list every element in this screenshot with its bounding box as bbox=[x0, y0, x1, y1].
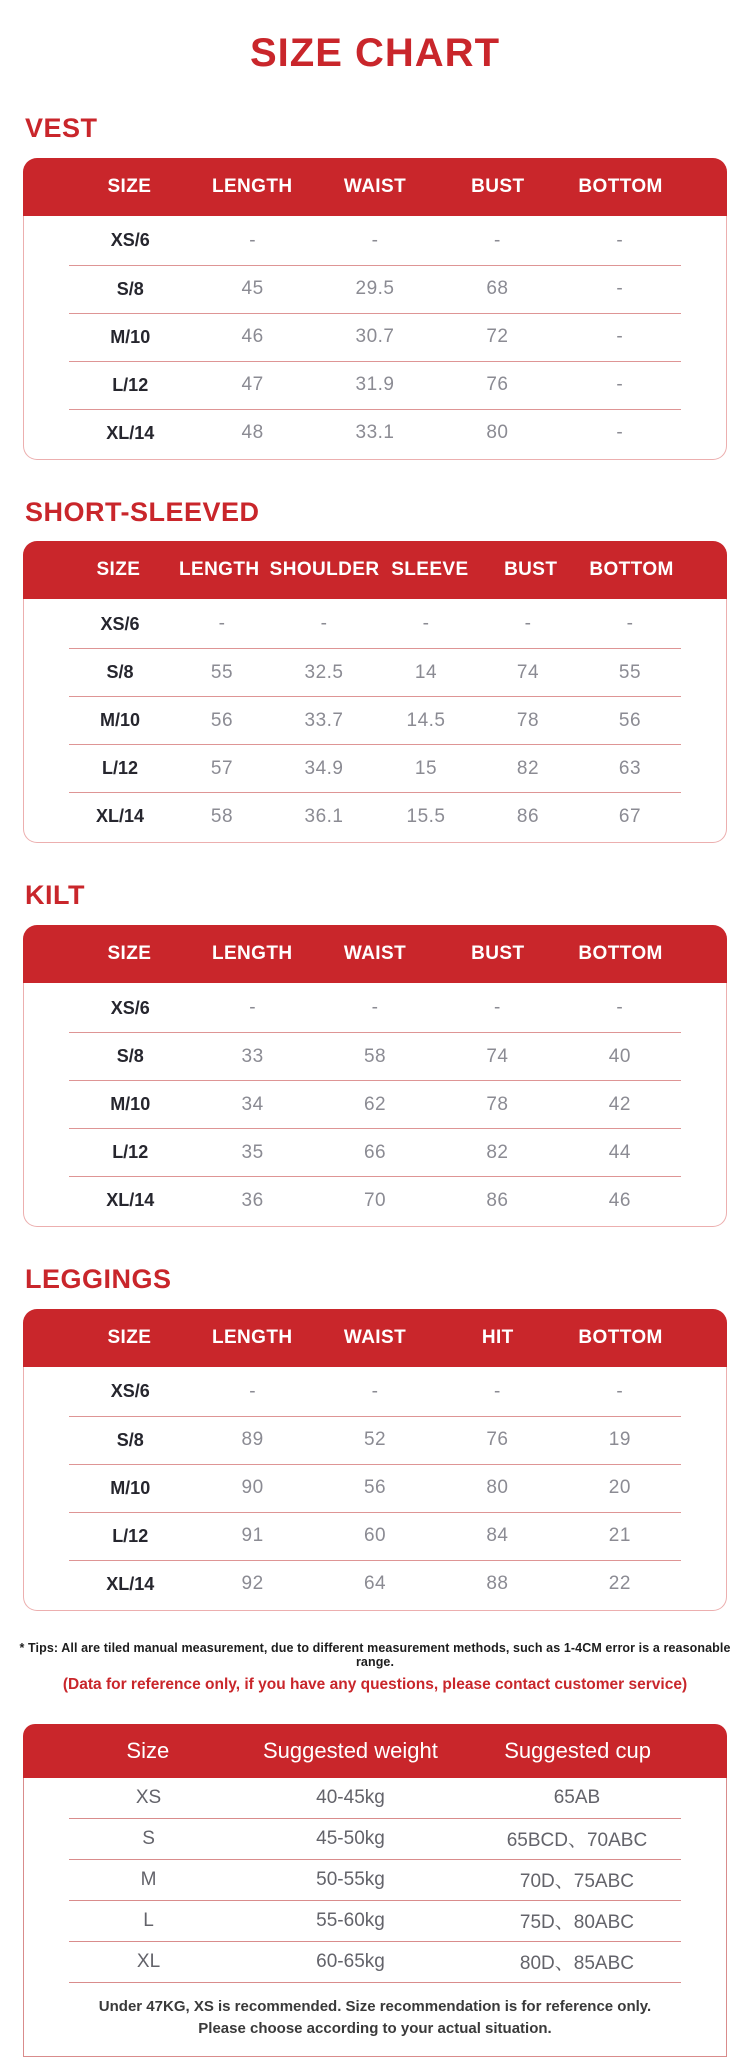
value-cell: - bbox=[524, 613, 532, 635]
value-cell: 72 bbox=[486, 326, 509, 348]
size-cell: L bbox=[143, 1909, 154, 1931]
column-header: SIZE bbox=[107, 1326, 152, 1348]
value-cell: - bbox=[616, 278, 624, 300]
value-cell: 58 bbox=[210, 805, 234, 827]
value-cell: 42 bbox=[608, 1093, 631, 1115]
size-cell: S/8 bbox=[116, 278, 144, 299]
value-cell: - bbox=[626, 613, 634, 635]
table-header-row bbox=[23, 925, 727, 983]
value-cell: 33 bbox=[241, 1045, 264, 1067]
size-cell: XL/14 bbox=[106, 1190, 155, 1211]
value-cell: 70 bbox=[363, 1189, 387, 1211]
value-cell: 34 bbox=[241, 1093, 264, 1115]
value-cell: 46 bbox=[241, 326, 264, 348]
value-cell: 33.1 bbox=[355, 422, 395, 444]
tips-block bbox=[0, 1641, 750, 1694]
cup-cell: 65BCD、70ABC bbox=[506, 1830, 648, 1852]
value-cell: 29.5 bbox=[355, 278, 395, 300]
value-cell: - bbox=[616, 422, 624, 444]
value-cell: 15 bbox=[414, 757, 438, 779]
table-row bbox=[69, 265, 681, 313]
table-row bbox=[69, 1080, 681, 1128]
column-header: BOTTOM bbox=[578, 943, 663, 965]
column-header: SIZE bbox=[107, 175, 152, 197]
page-title: SIZE CHART bbox=[250, 31, 500, 75]
size-cell: S/8 bbox=[106, 662, 134, 683]
column-header: SIZE bbox=[107, 943, 152, 965]
value-cell: 57 bbox=[210, 757, 234, 779]
value-cell: 64 bbox=[363, 1573, 387, 1595]
column-header: LENGTH bbox=[211, 943, 293, 965]
table-header-row bbox=[23, 158, 727, 216]
value-cell: 32.5 bbox=[304, 661, 344, 683]
value-cell: - bbox=[616, 326, 624, 348]
size-cell: XL/14 bbox=[95, 806, 145, 827]
size-table bbox=[23, 925, 727, 1227]
recommendation-note bbox=[24, 1983, 726, 2057]
table-body bbox=[23, 983, 727, 1227]
value-cell: - bbox=[249, 1380, 257, 1402]
value-cell: 55 bbox=[210, 661, 234, 683]
column-header: BUST bbox=[471, 175, 525, 197]
size-cell: M/10 bbox=[110, 1477, 151, 1498]
value-cell: 62 bbox=[363, 1093, 387, 1115]
value-cell: 90 bbox=[241, 1477, 264, 1499]
recommendation-note-line1: Under 47KG, XS is recommended. Size recommendation is for reference only. bbox=[98, 1997, 652, 2015]
size-table bbox=[23, 158, 727, 460]
recommendation-row bbox=[69, 1860, 681, 1901]
column-header: BOTTOM bbox=[589, 559, 674, 581]
recommendation-row bbox=[69, 1778, 681, 1819]
value-cell: 86 bbox=[486, 1189, 509, 1211]
size-cell: L/12 bbox=[112, 1142, 149, 1163]
value-cell: 76 bbox=[486, 374, 509, 396]
size-chart-section bbox=[0, 1265, 750, 1611]
table-row bbox=[69, 792, 681, 840]
size-cell: XS/6 bbox=[110, 230, 150, 251]
size-cell: M/10 bbox=[110, 1094, 151, 1115]
section-heading: SHORT-SLEEVED bbox=[25, 496, 260, 527]
table-row bbox=[69, 1416, 681, 1464]
size-cell: XS/6 bbox=[110, 997, 150, 1018]
value-cell: - bbox=[494, 229, 501, 251]
column-header: SIZE bbox=[96, 559, 141, 581]
value-cell: 91 bbox=[241, 1525, 264, 1547]
table-row bbox=[69, 1176, 681, 1224]
value-cell: 78 bbox=[516, 709, 540, 731]
value-cell: 52 bbox=[363, 1429, 387, 1451]
cup-cell: 75D、80ABC bbox=[519, 1912, 634, 1934]
table-row bbox=[69, 744, 681, 792]
value-cell: 68 bbox=[486, 278, 509, 300]
value-cell: 82 bbox=[486, 1141, 509, 1163]
recommendation-row bbox=[69, 1819, 681, 1860]
recommendation-rows bbox=[24, 1778, 726, 1983]
size-cell: S bbox=[142, 1827, 155, 1849]
value-cell: 48 bbox=[241, 422, 264, 444]
value-cell: 21 bbox=[608, 1525, 631, 1547]
section-heading: VEST bbox=[25, 113, 98, 143]
value-cell: - bbox=[494, 997, 501, 1019]
column-header: WAIST bbox=[343, 175, 407, 197]
value-cell: 78 bbox=[486, 1093, 509, 1115]
cup-cell: 80D、85ABC bbox=[519, 1953, 634, 1975]
table-header-row bbox=[23, 1309, 727, 1367]
value-cell: - bbox=[422, 613, 430, 635]
value-cell: 14.5 bbox=[406, 709, 446, 731]
value-cell: 15.5 bbox=[406, 805, 446, 827]
value-cell: 46 bbox=[608, 1189, 631, 1211]
recommendation-row bbox=[69, 1942, 681, 1983]
table-row bbox=[69, 1560, 681, 1608]
value-cell: - bbox=[371, 229, 379, 251]
table-body bbox=[23, 599, 727, 843]
size-cell: XL bbox=[136, 1950, 161, 1972]
size-cell: S/8 bbox=[116, 1429, 144, 1450]
value-cell: 76 bbox=[486, 1429, 509, 1451]
table-row bbox=[69, 1368, 681, 1416]
size-cell: XS/6 bbox=[100, 613, 140, 634]
value-cell: 19 bbox=[608, 1429, 631, 1451]
size-cell: XS bbox=[135, 1786, 162, 1808]
value-cell: 86 bbox=[516, 805, 540, 827]
value-cell: - bbox=[371, 997, 379, 1019]
value-cell: 22 bbox=[608, 1573, 631, 1595]
recommendation-body bbox=[23, 1778, 727, 2058]
size-cell: L/12 bbox=[112, 374, 149, 395]
value-cell: - bbox=[616, 374, 624, 396]
recommendation-header-row bbox=[23, 1724, 727, 1778]
table-row bbox=[69, 696, 681, 744]
table-body bbox=[23, 216, 727, 460]
table-row bbox=[69, 600, 681, 648]
value-cell: 36 bbox=[241, 1189, 264, 1211]
column-header-size: Size bbox=[126, 1737, 170, 1763]
column-header: SLEEVE bbox=[391, 559, 469, 581]
size-cell: M bbox=[140, 1868, 157, 1890]
size-cell: XS/6 bbox=[110, 1381, 150, 1402]
value-cell: 47 bbox=[241, 374, 264, 396]
size-cell: S/8 bbox=[116, 1046, 144, 1067]
value-cell: 40 bbox=[608, 1045, 631, 1067]
value-cell: - bbox=[616, 997, 624, 1019]
table-header-row bbox=[23, 541, 727, 599]
table-row bbox=[69, 409, 681, 457]
value-cell: 56 bbox=[363, 1477, 387, 1499]
value-cell: 67 bbox=[618, 805, 642, 827]
table-row bbox=[69, 361, 681, 409]
column-header: LENGTH bbox=[178, 559, 260, 581]
value-cell: 55 bbox=[618, 661, 642, 683]
value-cell: 92 bbox=[241, 1573, 264, 1595]
size-table bbox=[23, 541, 727, 843]
size-chart-section bbox=[0, 114, 750, 460]
column-header-suggested-cup: Suggested cup bbox=[504, 1737, 651, 1763]
weight-cell: 45-50kg bbox=[316, 1827, 385, 1849]
section-heading: KILT bbox=[25, 880, 85, 911]
value-cell: - bbox=[249, 997, 257, 1019]
value-cell: 63 bbox=[618, 757, 642, 779]
tips-measurement-note: * Tips: All are tiled manual measurement, due to different measurement methods, such as 1-4CM error is a reasonable range. bbox=[19, 1640, 731, 1669]
table-row bbox=[69, 1512, 681, 1560]
value-cell: - bbox=[218, 613, 226, 635]
value-cell: 84 bbox=[486, 1525, 509, 1547]
value-cell: 35 bbox=[241, 1141, 264, 1163]
value-cell: - bbox=[494, 1380, 501, 1402]
column-header: WAIST bbox=[343, 943, 407, 965]
column-header: BUST bbox=[471, 943, 525, 965]
section-heading: LEGGINGS bbox=[25, 1264, 172, 1295]
value-cell: - bbox=[616, 229, 624, 251]
value-cell: 31.9 bbox=[355, 374, 395, 396]
recommendation-table bbox=[23, 1724, 727, 2058]
table-row bbox=[69, 313, 681, 361]
column-header: BUST bbox=[504, 559, 558, 581]
value-cell: 20 bbox=[608, 1477, 631, 1499]
column-header: LENGTH bbox=[211, 1326, 293, 1348]
size-cell: XL/14 bbox=[106, 1573, 155, 1594]
size-chart-section bbox=[0, 881, 750, 1227]
column-header: BOTTOM bbox=[578, 175, 663, 197]
value-cell: - bbox=[249, 229, 257, 251]
value-cell: 45 bbox=[241, 278, 264, 300]
size-cell: L/12 bbox=[101, 758, 139, 779]
recommendation-note-line2: Please choose according to your actual situation. bbox=[198, 2019, 552, 2037]
value-cell: 80 bbox=[486, 1477, 509, 1499]
value-cell: 56 bbox=[618, 709, 642, 731]
size-cell: L/12 bbox=[112, 1525, 149, 1546]
column-header: SHOULDER bbox=[269, 559, 380, 581]
cup-cell: 65AB bbox=[553, 1786, 601, 1808]
value-cell: 89 bbox=[241, 1429, 264, 1451]
column-header: WAIST bbox=[343, 1326, 407, 1348]
value-cell: 66 bbox=[363, 1141, 387, 1163]
weight-cell: 40-45kg bbox=[316, 1786, 385, 1808]
value-cell: 56 bbox=[210, 709, 234, 731]
value-cell: 14 bbox=[414, 661, 438, 683]
value-cell: 34.9 bbox=[304, 757, 344, 779]
column-header: LENGTH bbox=[211, 175, 293, 197]
value-cell: 74 bbox=[516, 661, 540, 683]
recommendation-row bbox=[69, 1901, 681, 1942]
value-cell: - bbox=[371, 1380, 379, 1402]
value-cell: 82 bbox=[516, 757, 540, 779]
size-cell: M/10 bbox=[110, 326, 151, 347]
value-cell: 58 bbox=[363, 1045, 387, 1067]
value-cell: 30.7 bbox=[355, 326, 395, 348]
value-cell: - bbox=[616, 1380, 624, 1402]
value-cell: 88 bbox=[486, 1573, 509, 1595]
column-header-suggested-weight: Suggested weight bbox=[262, 1737, 438, 1763]
weight-cell: 60-65kg bbox=[316, 1950, 385, 1972]
column-header: BOTTOM bbox=[578, 1326, 663, 1348]
size-cell: M/10 bbox=[99, 710, 141, 731]
value-cell: 44 bbox=[608, 1141, 631, 1163]
value-cell: 60 bbox=[363, 1525, 387, 1547]
table-row bbox=[69, 648, 681, 696]
value-cell: 80 bbox=[486, 422, 509, 444]
size-cell: XL/14 bbox=[106, 422, 155, 443]
table-row bbox=[69, 217, 681, 265]
table-body bbox=[23, 1367, 727, 1611]
tips-reference-note: (Data for reference only, if you have any questions, please contact customer service) bbox=[62, 1675, 688, 1693]
weight-cell: 55-60kg bbox=[316, 1909, 385, 1931]
size-chart-sections bbox=[0, 114, 750, 1611]
value-cell: 33.7 bbox=[304, 709, 344, 731]
value-cell: 36.1 bbox=[304, 805, 344, 827]
size-table bbox=[23, 1309, 727, 1611]
size-chart-section bbox=[0, 498, 750, 844]
weight-cell: 50-55kg bbox=[316, 1868, 385, 1890]
column-header: HIT bbox=[481, 1326, 514, 1348]
cup-cell: 70D、75ABC bbox=[519, 1871, 634, 1893]
table-row bbox=[69, 984, 681, 1032]
table-row bbox=[69, 1464, 681, 1512]
table-row bbox=[69, 1128, 681, 1176]
value-cell: - bbox=[320, 613, 328, 635]
value-cell: 74 bbox=[486, 1045, 509, 1067]
table-row bbox=[69, 1032, 681, 1080]
